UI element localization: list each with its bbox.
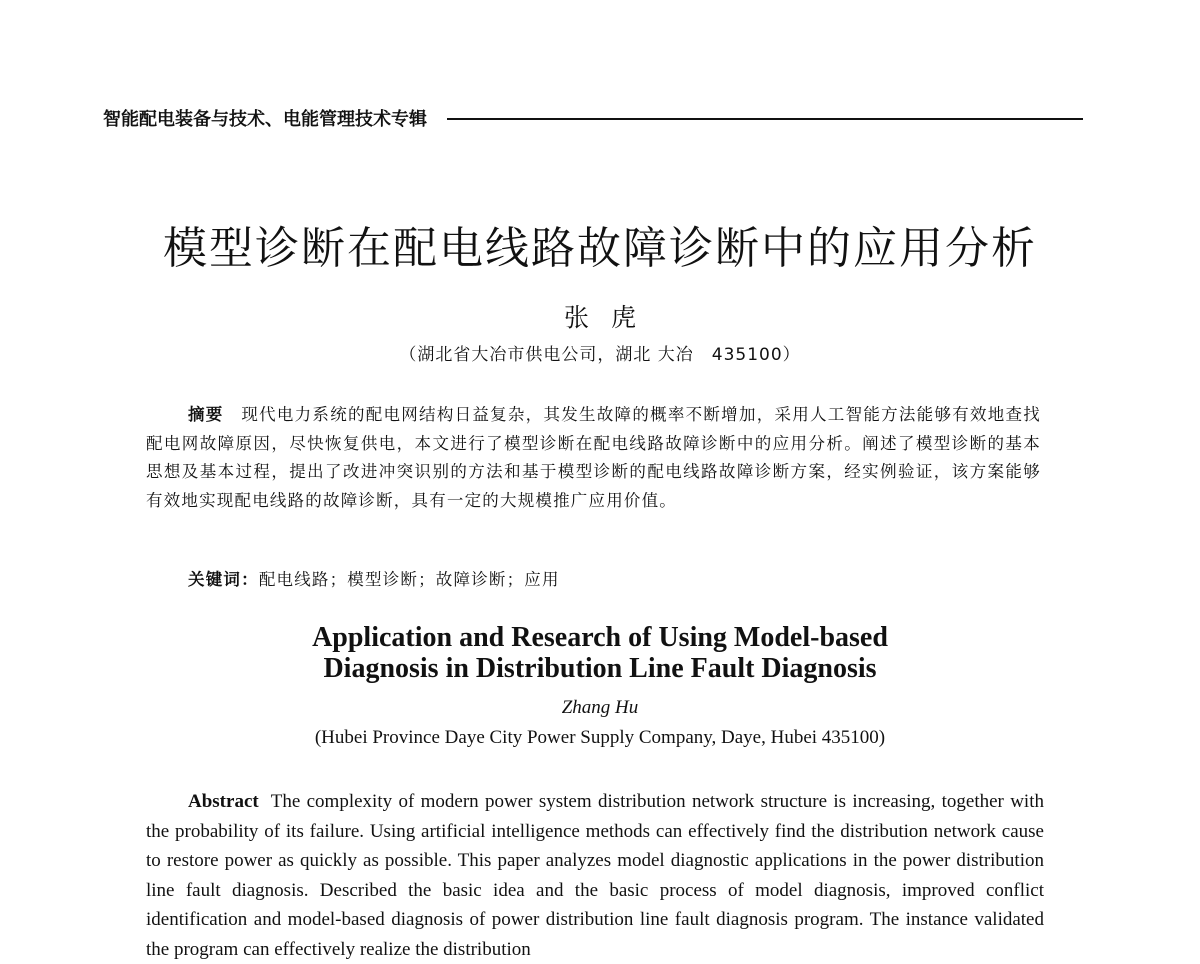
english-abstract-text: The complexity of modern power system distribution network structure is increasing, together with the probability of its failure. Using artificial intelligence methods can effectively find the distribution network cause to restore power as quickly as possible. This paper analyzes model diagnostic applications in the power distribution line fault diagnosis. Described the basic idea and the basic process of model diagnosis, improved conflict identification and model-based diagnosis of power distribution line fault diagnosis program. The instance validated the program can effectively realize the distribution <box>146 791 1044 960</box>
header-rule <box>447 118 1083 120</box>
chinese-abstract-text: 现代电力系统的配电网结构日益复杂，其发生故障的概率不断增加，采用人工智能方法能够有效地查找配电网故障原因，尽快恢复供电，本文进行了模型诊断在配电线路故障诊断中的应用分析。阐述了模型诊断的基本思想及基本过程，提出了改进冲突识别的方法和基于模型诊断的配电线路故障诊断方案，经实例验证，该方案能够有效地实现配电线路的故障诊断，具有一定的大规模推广应用价值。 <box>146 405 1042 510</box>
english-abstract-label: Abstract <box>188 791 259 812</box>
chinese-abstract-label: 摘要 <box>188 405 224 424</box>
chinese-keywords-text: 配电线路；模型诊断；故障诊断；应用 <box>258 570 560 589</box>
header-title: 智能配电装备与技术、电能管理技术专辑 <box>103 109 427 130</box>
english-abstract <box>146 787 1044 964</box>
chinese-title: 模型诊断在配电线路故障诊断中的应用分析 <box>163 223 1037 274</box>
english-author: Zhang Hu <box>561 697 639 718</box>
english-title-line-1: Application and Research of Using Model-based <box>312 622 888 653</box>
english-title <box>0 622 1200 684</box>
chinese-keywords-label: 关键词： <box>188 570 259 589</box>
chinese-author: 张虎 <box>563 303 658 332</box>
chinese-affiliation: （湖北省大冶市供电公司，湖北 大冶 435100） <box>399 345 801 365</box>
chinese-keywords <box>188 566 560 590</box>
running-header <box>103 104 1083 132</box>
english-affiliation: (Hubei Province Daye City Power Supply Company, Daye, Hubei 435100) <box>314 727 886 748</box>
english-title-line-2: Diagnosis in Distribution Line Fault Diagnosis <box>323 653 877 684</box>
chinese-abstract <box>146 401 1041 515</box>
